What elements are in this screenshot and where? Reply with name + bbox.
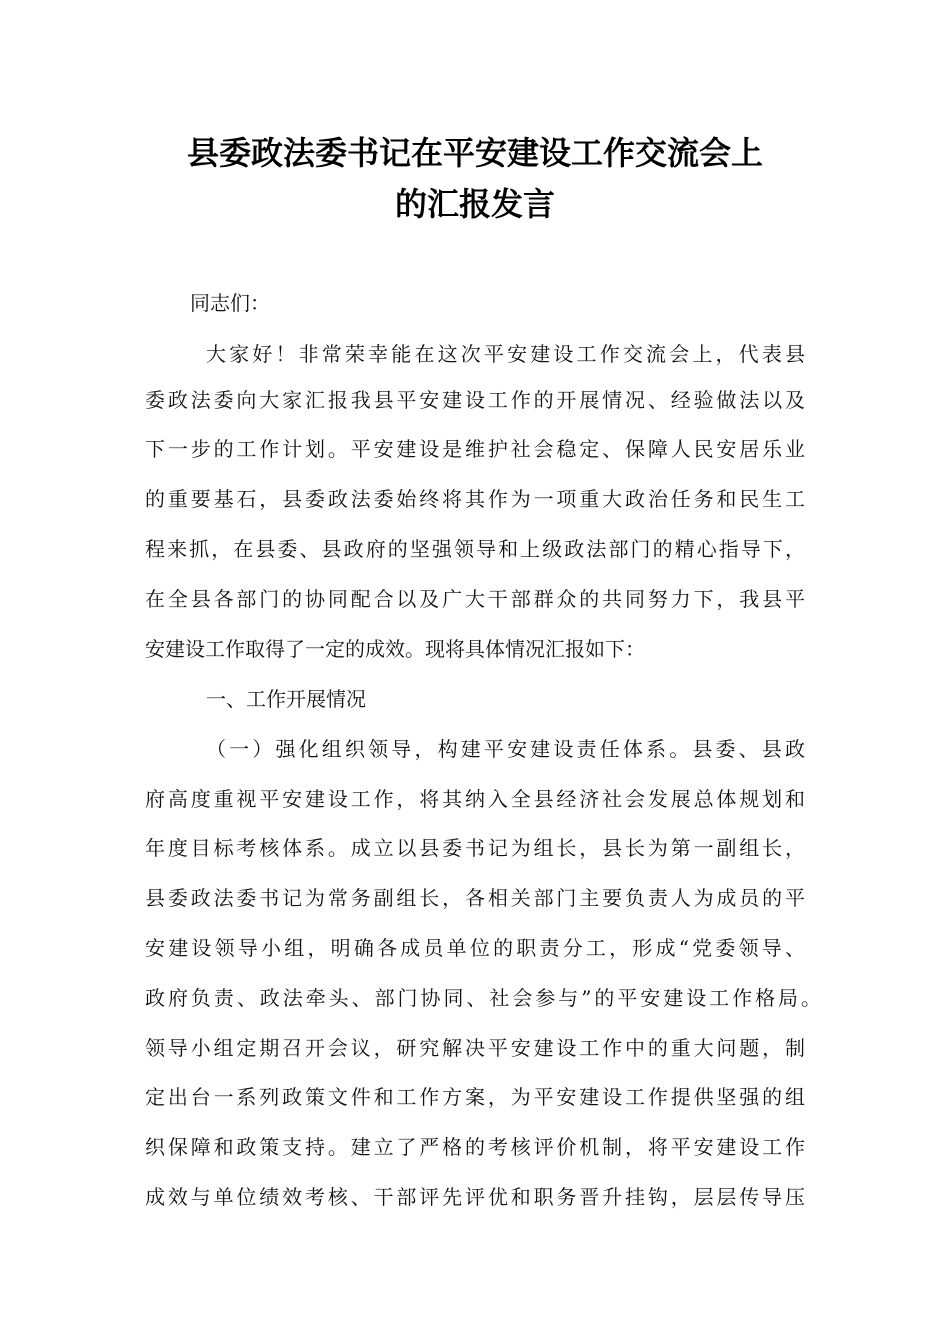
intro-line: 下一步的工作计划。平安建设是维护社会稳定、保障人民安居乐业 [145,437,805,461]
section-line: 领导小组定期召开会议，研究解决平安建设工作中的重大问题，制 [145,1036,805,1060]
document-title-line-1: 县委政法委书记在平安建设工作交流会上 [186,134,763,172]
intro-line: 程来抓，在县委、县政府的坚强领导和上级政法部门的精心指导下， [145,537,805,561]
document-title-line-2: 的汇报发言 [394,185,555,223]
section-line: 县委政法委书记为常务副组长，各相关部门主要负责人为成员的平 [145,886,805,910]
intro-line: 委政法委向大家汇报我县平安建设工作的开展情况、经验做法以及 [145,388,805,412]
section-line: 府高度重视平安建设工作，将其纳入全县经济社会发展总体规划和 [145,787,805,811]
section-line: 织保障和政策支持。建立了严格的考核评价机制，将平安建设工作 [145,1135,805,1159]
section-line: 政府负责、政法牵头、部门协同、社会参与”的平安建设工作格局。 [145,986,821,1010]
section-line: （一）强化组织领导，构建平安建设责任体系。县委、县政 [206,737,805,761]
intro-line: 的重要基石，县委政法委始终将其作为一项重大政治任务和民生工 [145,487,805,511]
section-line: 成效与单位绩效考核、干部评先评优和职务晋升挂钩，层层传导压 [145,1185,805,1209]
intro-line: 大家好！非常荣幸能在这次平安建设工作交流会上，代表县 [206,342,805,366]
section-line: 年度目标考核体系。成立以县委书记为组长，县长为第一副组长， [145,836,805,860]
section-line: 安建设领导小组，明确各成员单位的职责分工，形成“党委领导、 [145,936,805,960]
intro-line: 在全县各部门的协同配合以及广大干部群众的共同努力下，我县平 [145,587,805,611]
section-line: 定出台一系列政策文件和工作方案，为平安建设工作提供坚强的组 [145,1085,805,1109]
greeting: 同志们： [190,291,270,315]
section-heading: 一、工作开展情况 [206,687,366,711]
intro-line: 安建设工作取得了一定的成效。现将具体情况汇报如下： [145,637,645,661]
